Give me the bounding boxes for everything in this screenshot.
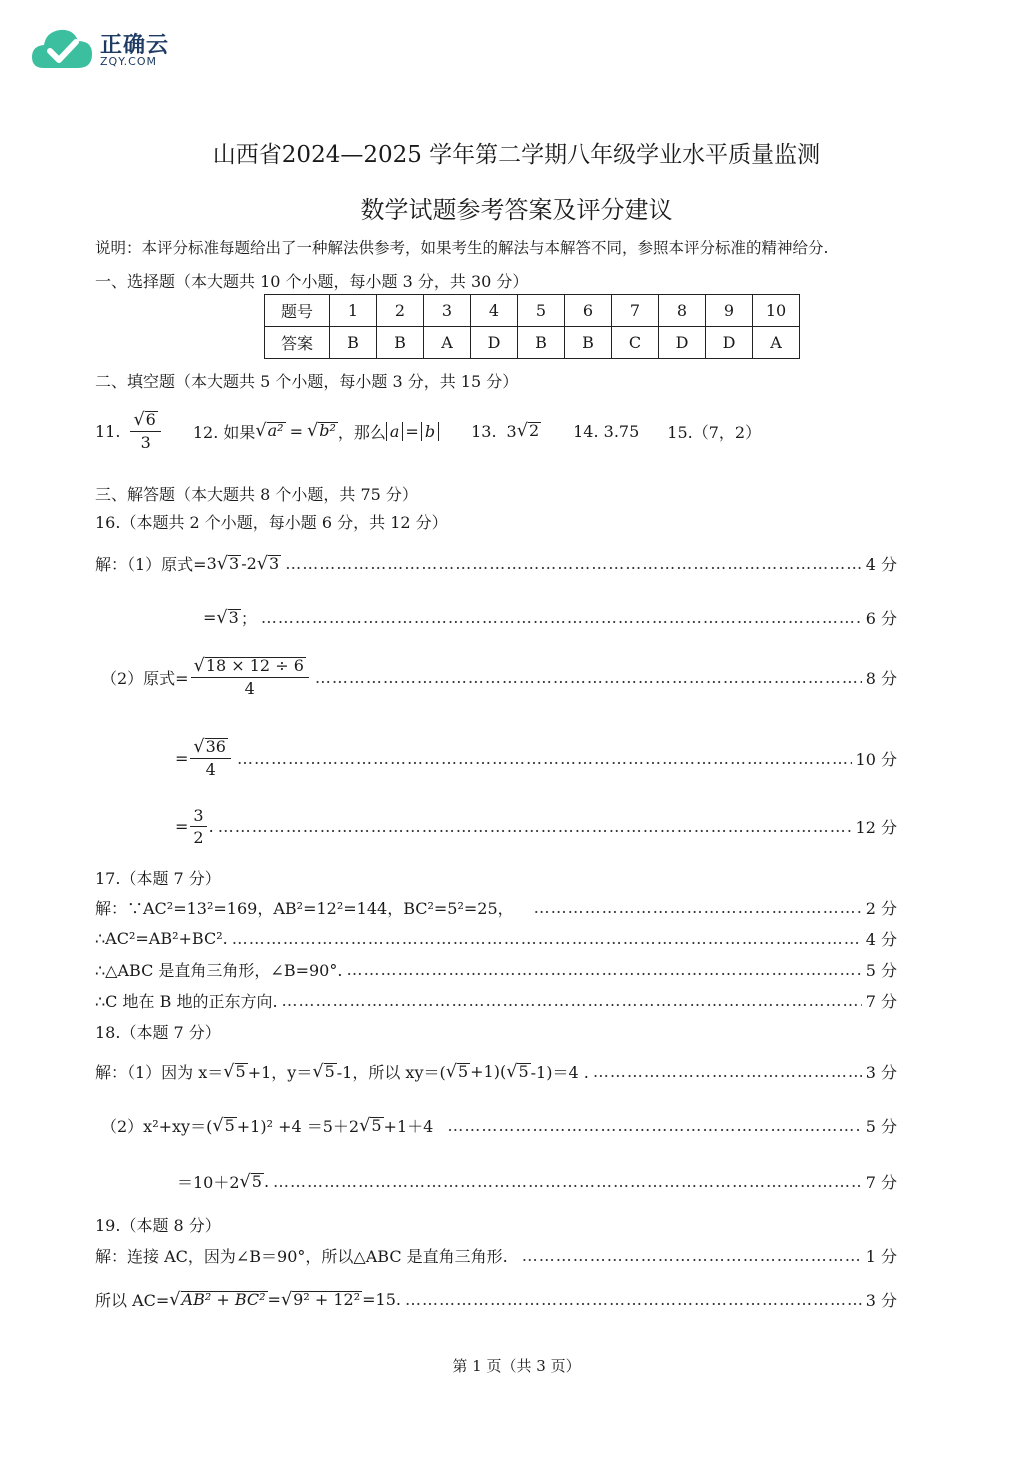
q18-l1-g: +1)( (470, 1062, 507, 1081)
q18-l1-a: 解：（1）因为 x＝ (95, 1063, 224, 1082)
leader-dots (405, 1290, 862, 1309)
leader-dots (218, 817, 852, 836)
score: 3 分 (865, 1291, 897, 1310)
score: 2 分 (865, 899, 897, 918)
q18-l1-e: -1，所以 xy＝( (336, 1063, 446, 1082)
q16-line-3 (95, 656, 897, 698)
leader-dots (522, 1246, 862, 1265)
table-cell: 2 (377, 295, 424, 327)
q12-equals: = (289, 421, 303, 441)
score: 6 分 (865, 609, 897, 628)
q11-label: 11. (95, 421, 121, 441)
q18-l2-a: （2）x²+xy＝( (101, 1117, 213, 1136)
q17-line-3 (95, 958, 897, 981)
q16-l1-prefix: 解：（1）原式= (95, 555, 207, 574)
q16-l1-minus: -2 (241, 554, 257, 573)
q16-line-2: = √ 3 ； ………………………………………………………………………………………………………………………………………………………………………… 6 分 (95, 606, 897, 629)
answer-table (264, 294, 800, 359)
q13-coef: 3 (506, 421, 517, 441)
q12-b-squared: b² (319, 421, 336, 441)
q19-l2-d: 9² + 12² (293, 1289, 361, 1309)
q18-l1-c: +1，y＝ (247, 1063, 313, 1082)
zqy-logo (30, 24, 190, 74)
q15-answer: 15.（7，2） (667, 422, 762, 442)
q16-l5-fraction (190, 806, 206, 847)
q16-l1-rad2: 3 (269, 553, 280, 573)
table-cell: C (612, 327, 659, 359)
score: 10 分 (855, 749, 897, 769)
q18-l1-f: 5 (457, 1061, 469, 1081)
table-cell: 5 (518, 295, 565, 327)
q19-l2-e: =15. (362, 1290, 401, 1309)
logo-sub: ZQY.COM (100, 55, 158, 68)
doc-subtitle: 数学试题参考答案及评分建议 (360, 196, 673, 224)
score: 7 分 (865, 992, 897, 1011)
q16-l5-end: . (208, 817, 214, 836)
q18-line-3: ＝10＋2 √ 5 . ………………………………………………………………………………………………………………………………………………………………………… 7 分 (95, 1170, 897, 1193)
score: 5 分 (865, 1117, 897, 1136)
q14-answer: 14. 3.75 (573, 421, 640, 441)
table-row (265, 327, 800, 359)
q18-l3-b: 5 (251, 1171, 262, 1191)
q19-l2-a: 所以 AC= (95, 1291, 170, 1310)
q16-l4-eq: = (175, 748, 189, 768)
table-cell: 6 (565, 295, 612, 327)
score: 3 分 (865, 1063, 897, 1082)
q16-l1-rad1: 3 (229, 553, 240, 573)
q18-l1-b: 5 (235, 1061, 246, 1081)
q16-l4-fraction: $\frac{√36}{4}$ (190, 737, 231, 779)
leader-dots (593, 1062, 862, 1081)
score: 4 分 (865, 930, 897, 949)
score: 4 分 (865, 555, 897, 574)
q18-l1-i: -1)＝4 . (530, 1063, 589, 1082)
table-row (265, 295, 800, 327)
table-cell: 10 (753, 295, 800, 327)
table-cell: D (471, 327, 518, 359)
table-cell: B (377, 327, 424, 359)
q17-heading: 17.（本题 7 分） (95, 869, 221, 888)
leader-dots (346, 960, 861, 979)
leader-dots (315, 668, 862, 687)
leader-dots (237, 749, 852, 768)
q19-line-2: 所以 AC= √ AB² + BC² = √ 9² + 12² =15. ………………………………………………………………………………………………………………………………………………………………………… 3 分 (95, 1288, 897, 1311)
score: 5 分 (865, 961, 897, 980)
table-cell: A (753, 327, 800, 359)
q16-l3-prefix: （2）原式= (101, 668, 189, 688)
table-cell: A (424, 327, 471, 359)
q17-line-4 (95, 989, 897, 1012)
q13-radicand: 2 (528, 421, 540, 441)
q16-l5-numerator: 3 (190, 806, 206, 827)
q12-abs-b: b (424, 421, 436, 441)
q18-l3-c: . (263, 1172, 270, 1191)
leader-dots (261, 608, 862, 627)
q11-numerator: 6 (145, 410, 156, 429)
score: 8 分 (865, 668, 897, 688)
leader-dots (273, 1172, 862, 1191)
doc-title: 山西省2024—2025 学年第二学期八年级学业水平质量监测 (212, 142, 821, 168)
q12-label: 12. 如果 (192, 422, 256, 442)
q16-l3-fraction: $\frac{√18 \times 12 \div 6}{4}$ (191, 656, 309, 698)
q13-label: 13. (471, 421, 497, 441)
q17-l4-text: ∴C 地在 B 地的正东方向. (95, 992, 278, 1011)
q18-l3-a: ＝10＋2 (177, 1173, 240, 1192)
q11-denominator: 3 (140, 433, 151, 452)
logo-name: 正确云 (100, 33, 170, 58)
q11-fraction: $\frac{√6}{3}$ (130, 410, 160, 452)
q18-l1-h: 5 (518, 1061, 529, 1081)
table-cell: 1 (330, 295, 377, 327)
table-cell: B (565, 327, 612, 359)
table-cell: B (330, 327, 377, 359)
q12-then: ，那么 (337, 422, 386, 442)
table-cell: D (659, 327, 706, 359)
q16-l1-coef: 3 (206, 554, 217, 573)
table-cell: 8 (659, 295, 706, 327)
q17-l3-text: ∴△ABC 是直角三角形，∠B=90°. (95, 961, 343, 980)
q16-line-5 (95, 806, 897, 847)
section-3-heading: 三、解答题（本大题共 8 个小题，共 75 分） (95, 485, 418, 504)
section-2-heading: 二、填空题（本大题共 5 个小题，每小题 3 分，共 15 分） (95, 372, 519, 391)
leader-dots (285, 554, 862, 573)
score: 1 分 (865, 1247, 897, 1266)
q17-line-1 (95, 896, 897, 919)
q16-l5-denominator: 2 (193, 828, 204, 847)
q16-l5-eq: = (175, 817, 189, 836)
q19-line-1 (95, 1244, 897, 1267)
leader-dots (447, 1116, 861, 1135)
section-1-heading: 一、选择题（本大题共 10 个小题，每小题 3 分，共 30 分） (95, 272, 529, 291)
leader-dots (534, 898, 862, 917)
q18-l2-d: 5 (371, 1115, 382, 1135)
cloud-check-icon (30, 24, 96, 74)
q19-l2-c: = (267, 1290, 281, 1309)
q19-l2-b: AB² + BC² (181, 1289, 266, 1309)
fill-answers: 11. $\frac{√6}{3}$ 12. 如果 √ a² = √ b² ，那么 a = b 13. 3 √ 2 14. 3.75 15.（7，2） (95, 410, 762, 452)
q12-abs-a: a (389, 421, 400, 441)
q18-l2-e: +1＋4 (383, 1117, 434, 1136)
table-cell: B (518, 327, 565, 359)
table-cell: 9 (706, 295, 753, 327)
table-cell: 4 (471, 295, 518, 327)
leader-dots (232, 929, 862, 948)
table-cell: D (706, 327, 753, 359)
note: 说明：本评分标准每题给出了一种解法供参考，如果考生的解法与本解答不同，参照本评分标准的精神给分. (95, 239, 829, 257)
q16-heading: 16.（本题共 2 个小题，每小题 6 分，共 12 分） (95, 513, 448, 532)
q18-l1-d: 5 (324, 1061, 335, 1081)
q12-a-squared: a² (267, 421, 284, 441)
table-cell: 7 (612, 295, 659, 327)
q16-line-1: 解：（1）原式= 3 √ 3 -2 √ 3 ………………………………………………………………………………………………………………………………………………………………………… 4 分 (95, 552, 897, 575)
q16-l3-numerator: 18 × 12 ÷ 6 (205, 656, 304, 675)
q16-l4-denominator: 4 (205, 760, 216, 779)
score: 7 分 (865, 1173, 897, 1192)
q19-heading: 19.（本题 8 分） (95, 1216, 221, 1235)
q18-line-2: （2）x²+xy＝( √ 5 +1)² +4 ＝5＋2 √ 5 +1＋4 ………………………………………………………………………………………………………………………………………………………………………… 5 分 (95, 1114, 897, 1137)
q16-l2-rad: 3 (228, 607, 239, 627)
q18-heading: 18.（本题 7 分） (95, 1023, 221, 1042)
q16-l3-denominator: 4 (244, 679, 255, 698)
table-header-number: 题号 (265, 295, 330, 327)
q17-line-2 (95, 927, 897, 950)
q17-l2-text: ∴AC²=AB²+BC². (95, 929, 228, 948)
q18-line-1: 解：（1）因为 x＝ √ 5 +1，y＝ √ 5 -1，所以 xy＝( √ 5 +1)( √ 5 -1)＝4 . ………………………………………………………………………………………………………………………………………………………………………… 3 分 (95, 1060, 897, 1083)
table-cell: 3 (424, 295, 471, 327)
score: 12 分 (855, 818, 897, 837)
q19-l1-text: 解：连接 AC，因为∠B＝90°，所以△ABC 是直角三角形. (95, 1247, 508, 1266)
q18-l2-b: 5 (224, 1115, 235, 1135)
q16-l2-end: ； (240, 609, 257, 628)
page-footer: 第 1 页（共 3 页） (452, 1357, 581, 1375)
q16-l4-numerator: 36 (205, 737, 226, 756)
q18-l2-c: +1)² +4 ＝5＋2 (236, 1117, 360, 1136)
q16-line-4 (95, 737, 897, 779)
q16-l2-eq: = (203, 608, 217, 627)
leader-dots (282, 991, 862, 1010)
table-header-answer: 答案 (265, 327, 330, 359)
q17-l1-text: 解：∵AC²=13²=169，AB²=12²=144，BC²=5²=25， (95, 899, 514, 918)
